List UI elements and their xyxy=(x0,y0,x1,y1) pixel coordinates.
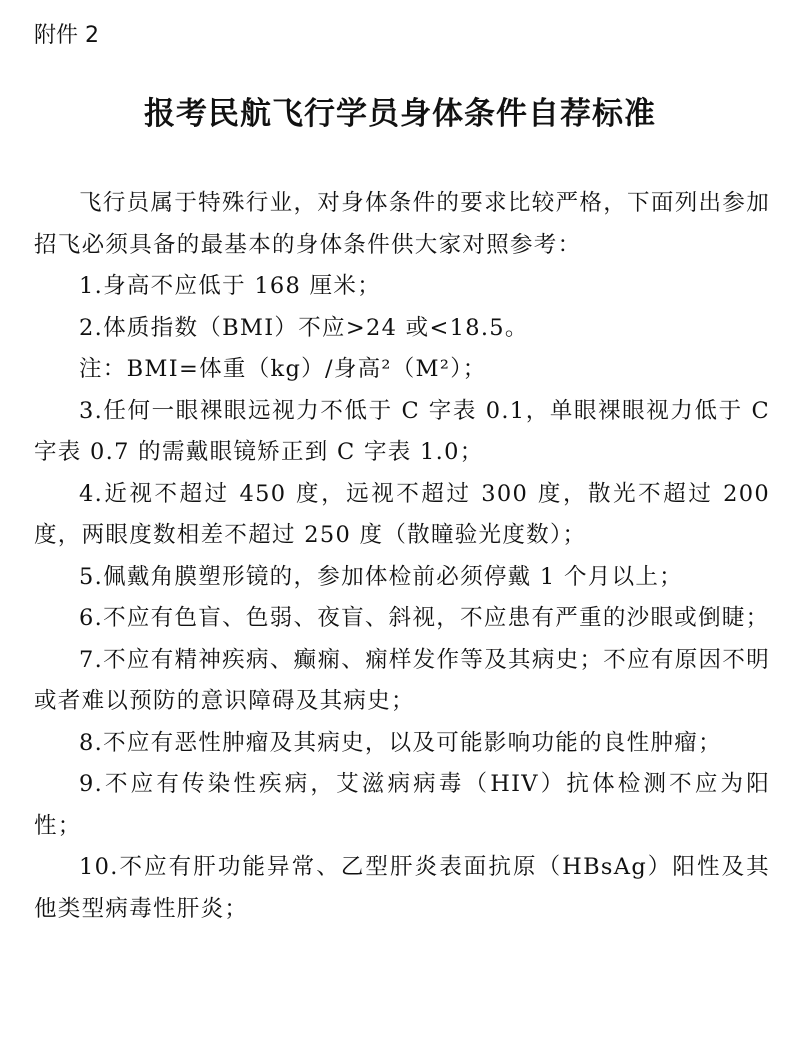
requirement-item-9: 9.不应有传染性疾病，艾滋病病毒（HIV）抗体检测不应为阳性； xyxy=(34,771,770,839)
requirement-item-3: 3.任何一眼裸眼远视力不低于 C 字表 0.1，单眼裸眼视力低于 C 字表 0.7 的需戴眼镜矫正到 C 字表 1.0； xyxy=(34,397,770,465)
intro-paragraph: 飞行员属于特殊行业，对身体条件的要求比较严格，下面列出参加招飞必须具备的最基本的身体条件供大家对照参考： xyxy=(34,190,770,258)
document-body xyxy=(34,183,770,930)
requirement-item-5: 5.佩戴角膜塑形镜的，参加体检前必须停戴 1 个月以上； xyxy=(79,563,683,590)
requirement-item-1: 1.身高不应低于 168 厘米； xyxy=(79,273,382,299)
bmi-note: 注：BMI=体重（kg）/身高²（M²）； xyxy=(79,356,487,382)
requirement-item-8: 8.不应有恶性肿瘤及其病史，以及可能影响功能的良性肿瘤； xyxy=(79,729,722,756)
requirement-item-10: 10.不应有肝功能异常、乙型肝炎表面抗原（HBsAg）阳性及其他类型病毒性肝炎； xyxy=(34,854,770,922)
attachment-label: 附件 2 xyxy=(34,23,99,48)
requirement-item-2: 2.体质指数（BMI）不应>24 或<18.5。 xyxy=(79,314,529,341)
page-title: 报考民航飞行学员身体条件自荐标准 xyxy=(144,96,656,132)
requirement-item-6: 6.不应有色盲、色弱、夜盲、斜视，不应患有严重的沙眼或倒睫； xyxy=(79,605,770,631)
requirement-item-4: 4.近视不超过 450 度，远视不超过 300 度，散光不超过 200 度，两眼度数相差不超过 250 度（散瞳验光度数）； xyxy=(34,480,770,548)
requirement-item-7: 7.不应有精神疾病、癫痫、痫样发作等及其病史；不应有原因不明或者难以预防的意识障碍及其病史； xyxy=(34,646,770,714)
